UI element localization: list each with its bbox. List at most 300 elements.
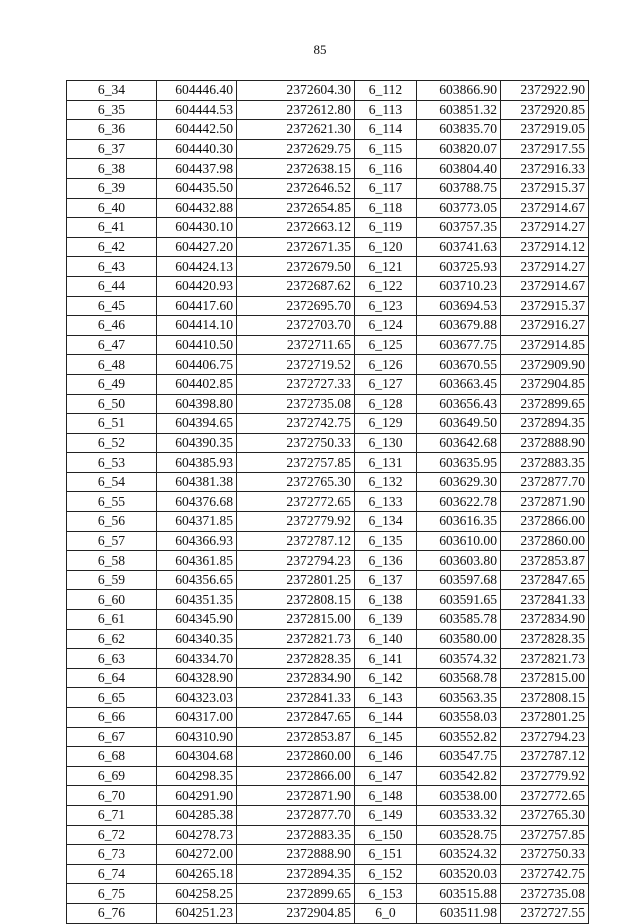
right-point-id-cell: 6_143 xyxy=(355,688,417,708)
left-point-id-cell: 6_72 xyxy=(67,825,157,845)
right-point-id-cell: 6_142 xyxy=(355,668,417,688)
table-row xyxy=(67,825,589,845)
left-point-id-cell: 6_43 xyxy=(67,257,157,277)
left-x-coordinate-cell: 604265.18 xyxy=(157,864,237,884)
left-point-id-cell: 6_76 xyxy=(67,903,157,923)
right-point-id-cell: 6_120 xyxy=(355,237,417,257)
page-number: 85 xyxy=(313,42,327,57)
right-y-coordinate-cell: 2372828.35 xyxy=(501,629,589,649)
left-x-coordinate-cell: 604298.35 xyxy=(157,766,237,786)
left-point-id-cell: 6_46 xyxy=(67,316,157,336)
left-y-coordinate-cell: 2372695.70 xyxy=(237,296,355,316)
right-y-coordinate-cell: 2372750.33 xyxy=(501,845,589,865)
right-x-coordinate-cell: 603568.78 xyxy=(417,668,501,688)
right-point-id-cell: 6_116 xyxy=(355,159,417,179)
table-row xyxy=(67,120,589,140)
right-y-coordinate-cell: 2372808.15 xyxy=(501,688,589,708)
left-point-id-cell: 6_50 xyxy=(67,394,157,414)
left-x-coordinate-cell: 604285.38 xyxy=(157,805,237,825)
left-x-coordinate-cell: 604340.35 xyxy=(157,629,237,649)
right-y-coordinate-cell: 2372916.33 xyxy=(501,159,589,179)
right-point-id-cell: 6_146 xyxy=(355,747,417,767)
left-x-coordinate-cell: 604398.80 xyxy=(157,394,237,414)
left-x-coordinate-cell: 604304.68 xyxy=(157,747,237,767)
left-point-id-cell: 6_48 xyxy=(67,355,157,375)
left-y-coordinate-cell: 2372727.33 xyxy=(237,374,355,394)
right-y-coordinate-cell: 2372821.73 xyxy=(501,649,589,669)
right-x-coordinate-cell: 603663.45 xyxy=(417,374,501,394)
table-row xyxy=(67,296,589,316)
right-y-coordinate-cell: 2372919.05 xyxy=(501,120,589,140)
right-point-id-cell: 6_137 xyxy=(355,570,417,590)
right-y-coordinate-cell: 2372860.00 xyxy=(501,531,589,551)
left-y-coordinate-cell: 2372629.75 xyxy=(237,139,355,159)
right-x-coordinate-cell: 603603.80 xyxy=(417,551,501,571)
right-y-coordinate-cell: 2372866.00 xyxy=(501,512,589,532)
left-x-coordinate-cell: 604376.68 xyxy=(157,492,237,512)
right-point-id-cell: 6_0 xyxy=(355,903,417,923)
left-point-id-cell: 6_56 xyxy=(67,512,157,532)
right-y-coordinate-cell: 2372920.85 xyxy=(501,100,589,120)
left-y-coordinate-cell: 2372719.52 xyxy=(237,355,355,375)
left-point-id-cell: 6_55 xyxy=(67,492,157,512)
right-y-coordinate-cell: 2372916.27 xyxy=(501,316,589,336)
coordinates-table xyxy=(66,80,589,924)
right-y-coordinate-cell: 2372765.30 xyxy=(501,805,589,825)
left-y-coordinate-cell: 2372742.75 xyxy=(237,414,355,434)
left-y-coordinate-cell: 2372883.35 xyxy=(237,825,355,845)
right-y-coordinate-cell: 2372779.92 xyxy=(501,766,589,786)
left-point-id-cell: 6_40 xyxy=(67,198,157,218)
table-row xyxy=(67,786,589,806)
table-row xyxy=(67,81,589,101)
left-y-coordinate-cell: 2372801.25 xyxy=(237,570,355,590)
right-y-coordinate-cell: 2372787.12 xyxy=(501,747,589,767)
right-point-id-cell: 6_129 xyxy=(355,414,417,434)
right-y-coordinate-cell: 2372727.55 xyxy=(501,903,589,923)
table-row xyxy=(67,610,589,630)
left-y-coordinate-cell: 2372821.73 xyxy=(237,629,355,649)
right-point-id-cell: 6_151 xyxy=(355,845,417,865)
right-x-coordinate-cell: 603642.68 xyxy=(417,433,501,453)
table-row xyxy=(67,276,589,296)
left-x-coordinate-cell: 604258.25 xyxy=(157,884,237,904)
right-x-coordinate-cell: 603851.32 xyxy=(417,100,501,120)
right-point-id-cell: 6_153 xyxy=(355,884,417,904)
table-row xyxy=(67,649,589,669)
left-x-coordinate-cell: 604435.50 xyxy=(157,178,237,198)
right-point-id-cell: 6_122 xyxy=(355,276,417,296)
right-x-coordinate-cell: 603635.95 xyxy=(417,453,501,473)
table-row xyxy=(67,414,589,434)
right-point-id-cell: 6_144 xyxy=(355,708,417,728)
left-y-coordinate-cell: 2372638.15 xyxy=(237,159,355,179)
table-row xyxy=(67,472,589,492)
right-x-coordinate-cell: 603585.78 xyxy=(417,610,501,630)
right-point-id-cell: 6_123 xyxy=(355,296,417,316)
table-row xyxy=(67,747,589,767)
left-x-coordinate-cell: 604402.85 xyxy=(157,374,237,394)
right-point-id-cell: 6_114 xyxy=(355,120,417,140)
right-x-coordinate-cell: 603866.90 xyxy=(417,81,501,101)
right-y-coordinate-cell: 2372914.27 xyxy=(501,257,589,277)
right-x-coordinate-cell: 603656.43 xyxy=(417,394,501,414)
table-row xyxy=(67,884,589,904)
left-y-coordinate-cell: 2372612.80 xyxy=(237,100,355,120)
right-y-coordinate-cell: 2372772.65 xyxy=(501,786,589,806)
table-row xyxy=(67,335,589,355)
left-y-coordinate-cell: 2372853.87 xyxy=(237,727,355,747)
left-point-id-cell: 6_36 xyxy=(67,120,157,140)
left-x-coordinate-cell: 604278.73 xyxy=(157,825,237,845)
right-x-coordinate-cell: 603616.35 xyxy=(417,512,501,532)
table-row xyxy=(67,139,589,159)
right-x-coordinate-cell: 603552.82 xyxy=(417,727,501,747)
right-point-id-cell: 6_113 xyxy=(355,100,417,120)
left-x-coordinate-cell: 604385.93 xyxy=(157,453,237,473)
left-y-coordinate-cell: 2372860.00 xyxy=(237,747,355,767)
left-point-id-cell: 6_35 xyxy=(67,100,157,120)
right-x-coordinate-cell: 603725.93 xyxy=(417,257,501,277)
left-x-coordinate-cell: 604417.60 xyxy=(157,296,237,316)
left-y-coordinate-cell: 2372834.90 xyxy=(237,668,355,688)
left-x-coordinate-cell: 604394.65 xyxy=(157,414,237,434)
right-y-coordinate-cell: 2372742.75 xyxy=(501,864,589,884)
table-row xyxy=(67,100,589,120)
table-row xyxy=(67,374,589,394)
right-y-coordinate-cell: 2372917.55 xyxy=(501,139,589,159)
right-x-coordinate-cell: 603835.70 xyxy=(417,120,501,140)
table-row xyxy=(67,218,589,238)
table-row xyxy=(67,590,589,610)
right-x-coordinate-cell: 603694.53 xyxy=(417,296,501,316)
right-x-coordinate-cell: 603804.40 xyxy=(417,159,501,179)
table-row xyxy=(67,727,589,747)
table-row xyxy=(67,708,589,728)
right-x-coordinate-cell: 603649.50 xyxy=(417,414,501,434)
right-y-coordinate-cell: 2372914.67 xyxy=(501,276,589,296)
left-x-coordinate-cell: 604440.30 xyxy=(157,139,237,159)
table-row xyxy=(67,551,589,571)
left-point-id-cell: 6_38 xyxy=(67,159,157,179)
right-point-id-cell: 6_133 xyxy=(355,492,417,512)
table-row xyxy=(67,512,589,532)
left-y-coordinate-cell: 2372663.12 xyxy=(237,218,355,238)
right-point-id-cell: 6_131 xyxy=(355,453,417,473)
table-row xyxy=(67,257,589,277)
right-x-coordinate-cell: 603524.32 xyxy=(417,845,501,865)
left-point-id-cell: 6_57 xyxy=(67,531,157,551)
left-x-coordinate-cell: 604390.35 xyxy=(157,433,237,453)
table-row xyxy=(67,531,589,551)
table-row xyxy=(67,668,589,688)
left-y-coordinate-cell: 2372711.65 xyxy=(237,335,355,355)
left-x-coordinate-cell: 604427.20 xyxy=(157,237,237,257)
left-x-coordinate-cell: 604420.93 xyxy=(157,276,237,296)
right-x-coordinate-cell: 603788.75 xyxy=(417,178,501,198)
table-row xyxy=(67,355,589,375)
right-point-id-cell: 6_138 xyxy=(355,590,417,610)
left-y-coordinate-cell: 2372679.50 xyxy=(237,257,355,277)
left-x-coordinate-cell: 604430.10 xyxy=(157,218,237,238)
left-point-id-cell: 6_71 xyxy=(67,805,157,825)
table-row xyxy=(67,629,589,649)
right-point-id-cell: 6_118 xyxy=(355,198,417,218)
right-x-coordinate-cell: 603741.63 xyxy=(417,237,501,257)
left-point-id-cell: 6_39 xyxy=(67,178,157,198)
right-y-coordinate-cell: 2372915.37 xyxy=(501,296,589,316)
right-x-coordinate-cell: 603542.82 xyxy=(417,766,501,786)
table-row xyxy=(67,903,589,923)
left-y-coordinate-cell: 2372866.00 xyxy=(237,766,355,786)
left-point-id-cell: 6_68 xyxy=(67,747,157,767)
left-x-coordinate-cell: 604444.53 xyxy=(157,100,237,120)
right-y-coordinate-cell: 2372922.90 xyxy=(501,81,589,101)
left-y-coordinate-cell: 2372757.85 xyxy=(237,453,355,473)
right-point-id-cell: 6_112 xyxy=(355,81,417,101)
left-point-id-cell: 6_74 xyxy=(67,864,157,884)
right-x-coordinate-cell: 603528.75 xyxy=(417,825,501,845)
table-row xyxy=(67,394,589,414)
right-x-coordinate-cell: 603574.32 xyxy=(417,649,501,669)
left-y-coordinate-cell: 2372794.23 xyxy=(237,551,355,571)
left-point-id-cell: 6_52 xyxy=(67,433,157,453)
table-row xyxy=(67,864,589,884)
left-x-coordinate-cell: 604381.38 xyxy=(157,472,237,492)
left-x-coordinate-cell: 604317.00 xyxy=(157,708,237,728)
left-x-coordinate-cell: 604356.65 xyxy=(157,570,237,590)
right-point-id-cell: 6_126 xyxy=(355,355,417,375)
left-point-id-cell: 6_61 xyxy=(67,610,157,630)
left-y-coordinate-cell: 2372815.00 xyxy=(237,610,355,630)
left-point-id-cell: 6_41 xyxy=(67,218,157,238)
left-x-coordinate-cell: 604351.35 xyxy=(157,590,237,610)
left-y-coordinate-cell: 2372877.70 xyxy=(237,805,355,825)
left-point-id-cell: 6_65 xyxy=(67,688,157,708)
left-point-id-cell: 6_73 xyxy=(67,845,157,865)
right-x-coordinate-cell: 603511.98 xyxy=(417,903,501,923)
table-row xyxy=(67,766,589,786)
right-point-id-cell: 6_128 xyxy=(355,394,417,414)
right-y-coordinate-cell: 2372794.23 xyxy=(501,727,589,747)
right-y-coordinate-cell: 2372914.27 xyxy=(501,218,589,238)
left-y-coordinate-cell: 2372765.30 xyxy=(237,472,355,492)
right-y-coordinate-cell: 2372883.35 xyxy=(501,453,589,473)
right-x-coordinate-cell: 603757.35 xyxy=(417,218,501,238)
right-point-id-cell: 6_147 xyxy=(355,766,417,786)
table-row xyxy=(67,453,589,473)
left-point-id-cell: 6_59 xyxy=(67,570,157,590)
right-point-id-cell: 6_134 xyxy=(355,512,417,532)
left-y-coordinate-cell: 2372847.65 xyxy=(237,708,355,728)
left-point-id-cell: 6_53 xyxy=(67,453,157,473)
left-y-coordinate-cell: 2372703.70 xyxy=(237,316,355,336)
left-y-coordinate-cell: 2372808.15 xyxy=(237,590,355,610)
left-point-id-cell: 6_58 xyxy=(67,551,157,571)
right-y-coordinate-cell: 2372914.12 xyxy=(501,237,589,257)
right-point-id-cell: 6_124 xyxy=(355,316,417,336)
left-y-coordinate-cell: 2372621.30 xyxy=(237,120,355,140)
left-x-coordinate-cell: 604334.70 xyxy=(157,649,237,669)
right-y-coordinate-cell: 2372735.08 xyxy=(501,884,589,904)
left-point-id-cell: 6_75 xyxy=(67,884,157,904)
table-row xyxy=(67,159,589,179)
right-x-coordinate-cell: 603610.00 xyxy=(417,531,501,551)
right-y-coordinate-cell: 2372834.90 xyxy=(501,610,589,630)
left-y-coordinate-cell: 2372888.90 xyxy=(237,845,355,865)
table-row xyxy=(67,433,589,453)
left-point-id-cell: 6_62 xyxy=(67,629,157,649)
right-point-id-cell: 6_132 xyxy=(355,472,417,492)
table-row xyxy=(67,688,589,708)
left-x-coordinate-cell: 604272.00 xyxy=(157,845,237,865)
left-point-id-cell: 6_64 xyxy=(67,668,157,688)
left-point-id-cell: 6_70 xyxy=(67,786,157,806)
right-y-coordinate-cell: 2372914.85 xyxy=(501,335,589,355)
right-y-coordinate-cell: 2372877.70 xyxy=(501,472,589,492)
right-point-id-cell: 6_136 xyxy=(355,551,417,571)
right-point-id-cell: 6_149 xyxy=(355,805,417,825)
right-x-coordinate-cell: 603670.55 xyxy=(417,355,501,375)
right-x-coordinate-cell: 603520.03 xyxy=(417,864,501,884)
left-x-coordinate-cell: 604442.50 xyxy=(157,120,237,140)
left-y-coordinate-cell: 2372687.62 xyxy=(237,276,355,296)
right-x-coordinate-cell: 603533.32 xyxy=(417,805,501,825)
right-point-id-cell: 6_152 xyxy=(355,864,417,884)
left-x-coordinate-cell: 604361.85 xyxy=(157,551,237,571)
right-y-coordinate-cell: 2372894.35 xyxy=(501,414,589,434)
left-y-coordinate-cell: 2372671.35 xyxy=(237,237,355,257)
right-x-coordinate-cell: 603773.05 xyxy=(417,198,501,218)
left-x-coordinate-cell: 604345.90 xyxy=(157,610,237,630)
left-x-coordinate-cell: 604251.23 xyxy=(157,903,237,923)
left-point-id-cell: 6_37 xyxy=(67,139,157,159)
left-point-id-cell: 6_45 xyxy=(67,296,157,316)
coordinates-table-body xyxy=(67,81,589,924)
table-row xyxy=(67,570,589,590)
left-point-id-cell: 6_44 xyxy=(67,276,157,296)
right-x-coordinate-cell: 603629.30 xyxy=(417,472,501,492)
left-x-coordinate-cell: 604414.10 xyxy=(157,316,237,336)
table-row xyxy=(67,178,589,198)
left-point-id-cell: 6_63 xyxy=(67,649,157,669)
left-y-coordinate-cell: 2372779.92 xyxy=(237,512,355,532)
right-y-coordinate-cell: 2372915.37 xyxy=(501,178,589,198)
table-row xyxy=(67,805,589,825)
right-point-id-cell: 6_119 xyxy=(355,218,417,238)
right-point-id-cell: 6_125 xyxy=(355,335,417,355)
left-point-id-cell: 6_34 xyxy=(67,81,157,101)
right-x-coordinate-cell: 603820.07 xyxy=(417,139,501,159)
left-x-coordinate-cell: 604328.90 xyxy=(157,668,237,688)
left-x-coordinate-cell: 604291.90 xyxy=(157,786,237,806)
left-point-id-cell: 6_54 xyxy=(67,472,157,492)
left-x-coordinate-cell: 604310.90 xyxy=(157,727,237,747)
left-point-id-cell: 6_47 xyxy=(67,335,157,355)
right-x-coordinate-cell: 603558.03 xyxy=(417,708,501,728)
table-row xyxy=(67,845,589,865)
left-point-id-cell: 6_60 xyxy=(67,590,157,610)
left-y-coordinate-cell: 2372772.65 xyxy=(237,492,355,512)
right-point-id-cell: 6_141 xyxy=(355,649,417,669)
right-x-coordinate-cell: 603515.88 xyxy=(417,884,501,904)
left-y-coordinate-cell: 2372904.85 xyxy=(237,903,355,923)
right-y-coordinate-cell: 2372871.90 xyxy=(501,492,589,512)
right-x-coordinate-cell: 603591.65 xyxy=(417,590,501,610)
right-point-id-cell: 6_135 xyxy=(355,531,417,551)
left-y-coordinate-cell: 2372841.33 xyxy=(237,688,355,708)
table-row xyxy=(67,492,589,512)
left-x-coordinate-cell: 604323.03 xyxy=(157,688,237,708)
right-x-coordinate-cell: 603679.88 xyxy=(417,316,501,336)
right-x-coordinate-cell: 603677.75 xyxy=(417,335,501,355)
left-y-coordinate-cell: 2372828.35 xyxy=(237,649,355,669)
right-point-id-cell: 6_139 xyxy=(355,610,417,630)
left-x-coordinate-cell: 604432.88 xyxy=(157,198,237,218)
right-x-coordinate-cell: 603597.68 xyxy=(417,570,501,590)
right-point-id-cell: 6_145 xyxy=(355,727,417,747)
table-row xyxy=(67,237,589,257)
right-y-coordinate-cell: 2372914.67 xyxy=(501,198,589,218)
right-y-coordinate-cell: 2372853.87 xyxy=(501,551,589,571)
left-x-coordinate-cell: 604366.93 xyxy=(157,531,237,551)
right-x-coordinate-cell: 603563.35 xyxy=(417,688,501,708)
right-y-coordinate-cell: 2372904.85 xyxy=(501,374,589,394)
left-x-coordinate-cell: 604437.98 xyxy=(157,159,237,179)
right-x-coordinate-cell: 603538.00 xyxy=(417,786,501,806)
right-y-coordinate-cell: 2372841.33 xyxy=(501,590,589,610)
table-row xyxy=(67,316,589,336)
right-point-id-cell: 6_127 xyxy=(355,374,417,394)
right-point-id-cell: 6_140 xyxy=(355,629,417,649)
right-y-coordinate-cell: 2372888.90 xyxy=(501,433,589,453)
right-point-id-cell: 6_121 xyxy=(355,257,417,277)
right-x-coordinate-cell: 603580.00 xyxy=(417,629,501,649)
right-point-id-cell: 6_117 xyxy=(355,178,417,198)
left-x-coordinate-cell: 604371.85 xyxy=(157,512,237,532)
left-y-coordinate-cell: 2372735.08 xyxy=(237,394,355,414)
right-x-coordinate-cell: 603622.78 xyxy=(417,492,501,512)
right-y-coordinate-cell: 2372909.90 xyxy=(501,355,589,375)
right-y-coordinate-cell: 2372757.85 xyxy=(501,825,589,845)
left-x-coordinate-cell: 604406.75 xyxy=(157,355,237,375)
left-y-coordinate-cell: 2372646.52 xyxy=(237,178,355,198)
left-y-coordinate-cell: 2372604.30 xyxy=(237,81,355,101)
right-y-coordinate-cell: 2372815.00 xyxy=(501,668,589,688)
right-point-id-cell: 6_115 xyxy=(355,139,417,159)
left-x-coordinate-cell: 604410.50 xyxy=(157,335,237,355)
left-y-coordinate-cell: 2372654.85 xyxy=(237,198,355,218)
right-point-id-cell: 6_150 xyxy=(355,825,417,845)
left-x-coordinate-cell: 604446.40 xyxy=(157,81,237,101)
left-y-coordinate-cell: 2372750.33 xyxy=(237,433,355,453)
left-point-id-cell: 6_69 xyxy=(67,766,157,786)
right-y-coordinate-cell: 2372899.65 xyxy=(501,394,589,414)
left-point-id-cell: 6_66 xyxy=(67,708,157,728)
right-point-id-cell: 6_130 xyxy=(355,433,417,453)
table-row xyxy=(67,198,589,218)
left-point-id-cell: 6_49 xyxy=(67,374,157,394)
left-point-id-cell: 6_51 xyxy=(67,414,157,434)
right-x-coordinate-cell: 603547.75 xyxy=(417,747,501,767)
left-y-coordinate-cell: 2372871.90 xyxy=(237,786,355,806)
right-y-coordinate-cell: 2372801.25 xyxy=(501,708,589,728)
right-x-coordinate-cell: 603710.23 xyxy=(417,276,501,296)
right-point-id-cell: 6_148 xyxy=(355,786,417,806)
left-y-coordinate-cell: 2372787.12 xyxy=(237,531,355,551)
left-x-coordinate-cell: 604424.13 xyxy=(157,257,237,277)
left-y-coordinate-cell: 2372894.35 xyxy=(237,864,355,884)
